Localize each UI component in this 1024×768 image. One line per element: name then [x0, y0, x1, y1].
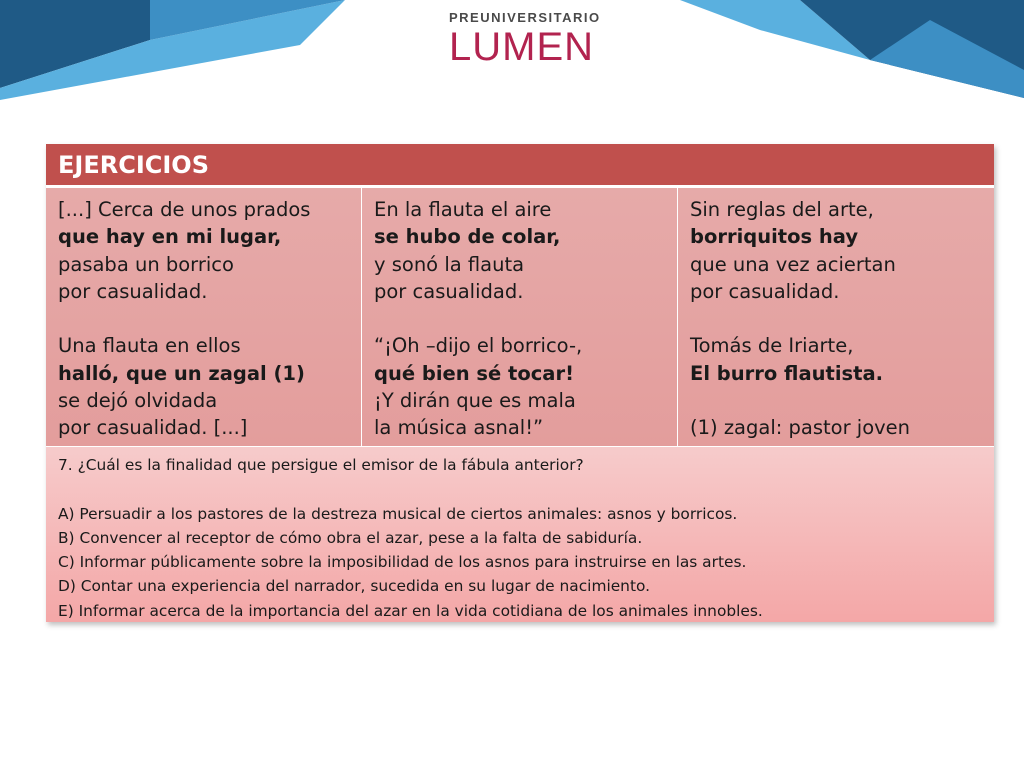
poem-column-3 [678, 188, 994, 446]
poem-line: [...] Cerca de unos prados [58, 198, 311, 221]
poem-line [690, 387, 994, 414]
question-prompt: 7. ¿Cuál es la finalidad que persigue el emisor de la fábula anterior? [58, 456, 584, 474]
poem-row [46, 188, 994, 446]
poem-line: En la flauta el aire [374, 198, 552, 221]
poem-footnote: (1) zagal: pastor joven [690, 416, 911, 440]
poem-author: Tomás de Iriarte, [690, 334, 854, 358]
lumen-logo [449, 10, 601, 69]
poem-column-1 [46, 188, 362, 446]
poem-line: qué bien sé tocar! [374, 361, 574, 385]
answer-option-b: B) Convencer al receptor de cómo obra el azar, pese a la falta de sabiduría. [58, 528, 643, 547]
panel-title: EJERCICIOS [58, 151, 209, 179]
poem-line: que hay en mi lugar, [58, 225, 282, 249]
poem-line: la música asnal!” [374, 416, 544, 440]
answer-option-c: C) Informar públicamente sobre la imposibilidad de los asnos para instruirse en las artes. [58, 553, 747, 572]
poem-line: que una vez aciertan [690, 252, 896, 276]
answer-option-d: D) Contar una experiencia del narrador, sucedida en su lugar de nacimiento. [58, 577, 651, 596]
poem-line: y sonó la flauta [374, 252, 525, 276]
poem-line [690, 305, 994, 332]
poem-line: por casualidad. [374, 279, 524, 303]
poem-line: por casualidad. [690, 279, 840, 303]
poem-line: por casualidad. [...] [58, 416, 248, 440]
logo-wordmark: LUMEN [449, 25, 595, 69]
poem-line: Sin reglas del arte, [690, 198, 874, 221]
poem-title: El burro flautista. [690, 361, 884, 385]
poem-line [58, 305, 361, 332]
poem-line: por casualidad. [58, 279, 208, 303]
answer-option-e: E) Informar acerca de la importancia del azar en la vida cotidiana de los animales innobles. [58, 601, 763, 620]
poem-line [374, 305, 677, 332]
poem-line: borriquitos hay [690, 225, 859, 249]
question-block [46, 446, 994, 622]
poem-line: se hubo de colar, [374, 225, 561, 249]
poem-line: “¡Oh –dijo el borrico-, [374, 334, 583, 358]
poem-line: Una flauta en ellos [58, 334, 241, 358]
poem-line: se dejó olvidada [58, 389, 218, 413]
panel-header [46, 144, 994, 188]
poem-line: halló, que un zagal (1) [58, 361, 305, 385]
poem-line: pasaba un borrico [58, 252, 234, 276]
logo-subtitle: PREUNIVERSITARIO [449, 10, 601, 25]
answer-option-a: A) Persuadir a los pastores de la destreza musical de ciertos animales: asnos y borricos. [58, 504, 738, 523]
poem-column-2 [362, 188, 678, 446]
poem-line: ¡Y dirán que es mala [374, 389, 576, 413]
exercise-panel [46, 144, 994, 622]
question-spacer [58, 477, 994, 501]
